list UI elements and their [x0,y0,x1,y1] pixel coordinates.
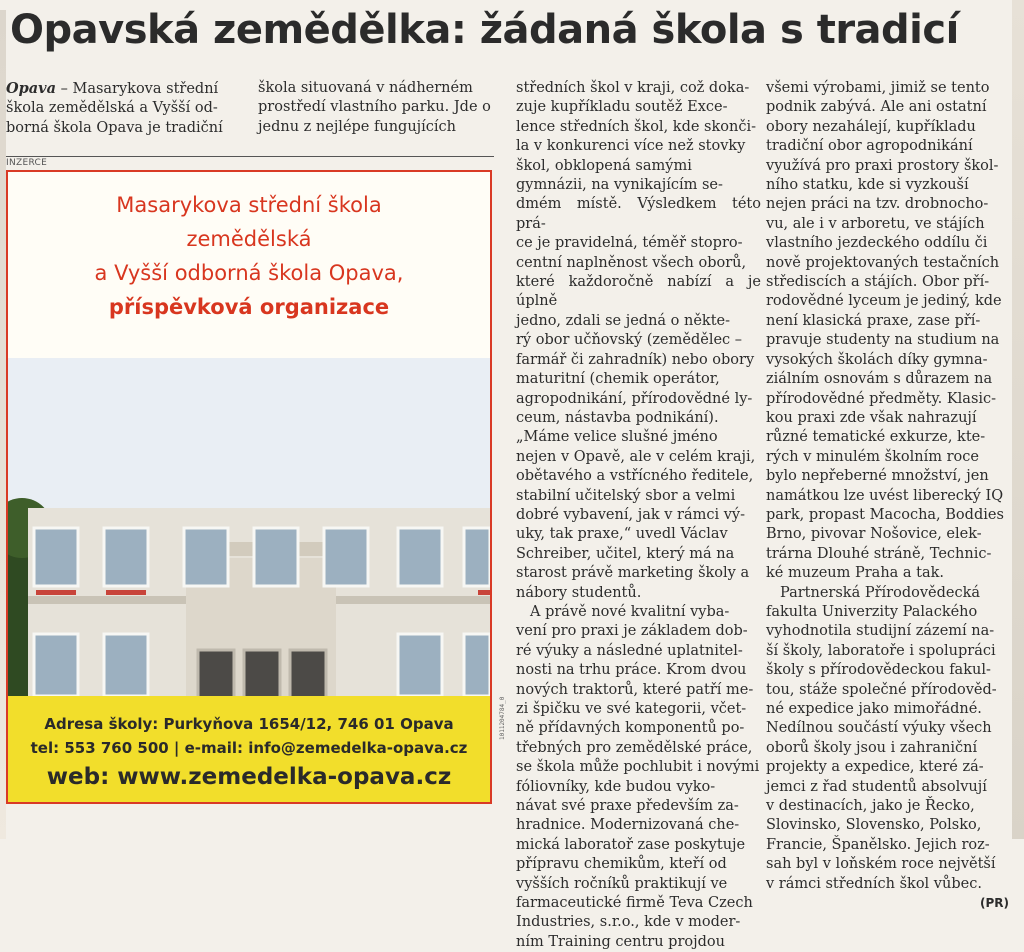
article-text-line: jemci z řad studentů absolvují [766,778,987,795]
article-text-line: gymnázii, na vynikajícím se- [516,177,723,194]
ad-title-line: příspěvková organizace [108,295,390,319]
article-column-4 [766,79,1009,913]
article-text-line: třebných pro zemědělské práce, [516,739,753,756]
article-text-line: prostředí vlastního parku. Jde o [258,99,491,116]
article-text-line: ního statku, kde si vyzkouší [766,177,969,194]
article-text-line: oborů školy jsou i zahraniční [766,739,978,756]
article-text-line: Francie, Španělsko. Jejich roz- [766,836,990,853]
article-text-line: využívá pro praxi prostory škol- [766,157,999,174]
ad-contact-band [8,696,490,802]
article-paragraph [766,584,1009,895]
article-text-line: bylo nepřeberné množství, jen [766,468,989,485]
article-text-line: fakulta Univerzity Palackého [766,603,978,620]
article-text-line: středních škol v kraji, což doka- [516,80,750,96]
article-text-line: né expedice jako mimořádné. [766,701,982,717]
article-text-line: Schreiber, učitel, který má na [516,545,735,562]
article-text-line: stabilní učitelský sbor a velmi [516,487,736,504]
article-column-1 [6,79,246,138]
article-text-line: návat své praxe především za- [516,798,739,815]
article-text-line: ší školy, laboratoře i spolupráci [766,642,996,659]
article-text-line: trárna Dlouhé stráně, Technic- [766,545,992,562]
article-text-line: „Máme velice slušné jméno [516,429,718,446]
article-text-line: maturitní (chemik operátor, [516,371,720,388]
article-text-line: škola zemědělská a Vyšší od- [6,100,218,117]
article-text-line: obory nezahálejí, kupříkladu [766,118,976,135]
school-website: web: www.zemedelka-opava.cz [46,764,452,790]
article-text-line: Industries, s.r.o., kde v moder- [516,914,741,931]
article-text-line: kou praxi zde však nahrazují [766,409,977,426]
article-text-line: podnik zabývá. Ale ani ostatní [766,99,987,116]
article-text-line: – Masarykova střední [60,81,219,97]
ad-label: INZERCE [6,158,48,168]
article-text-line: Brno, pivovar Nošovice, elek- [766,526,982,543]
article-text-line: střediscích a stájích. Obor pří- [766,274,990,291]
article-text-line: se škola může pochlubit i novými [516,759,760,776]
article-text-line: agropodnikání, přírodovědné ly- [516,390,753,407]
article-text-line: všemi výrobami, jimiž se tento [766,80,990,96]
article-text-line: škola situovaná v nádherném [258,80,473,96]
article-text-line: mická laboratoř zase poskytuje [516,836,746,853]
article-text-line: jednu z nejlépe fungujících [258,118,457,135]
article-text-line: pravuje studenty na studium na [766,332,1000,349]
article-text-line: ceum, nástavba podnikání). [516,409,719,426]
ad-title-line: a Vyšší odborná škola Opava, [94,261,404,285]
article-text-line: tou, stáže společné přírodověd- [766,681,997,698]
article-paragraph [516,603,761,952]
article-text-line: vlastního jezdeckého oddílu či [766,235,988,252]
article-text-line: vysokých školách díky gymna- [766,351,988,368]
article-text-line: v destinacích, jako je Řecko, [766,798,975,815]
article-text-line: Slovinsko, Slovensko, Polsko, [766,817,982,834]
ad-title-line: zemědělská [186,227,312,251]
article-text-line: ké muzeum Praha a tak. [766,565,945,582]
school-advertisement [6,170,492,804]
article-text-line: ním Training centru projdou [516,933,725,950]
article-text-line: nejen práci na tzv. drobnocho- [766,196,989,213]
article-text-line: vyhodnotila studijní zázemí na- [766,623,995,640]
article-text-line: uky, tak praxe,“ uvedl Václav [516,526,728,543]
article-text-line: zi špičku ve své kategorii, včet- [516,701,747,717]
article-text-line: dmém místě. Výsledkem této prá- [516,196,761,232]
article-text-line: centní naplněnost všech oborů, [516,254,747,271]
article-text-line: park, propast Macocha, Boddies [766,506,1004,523]
article-text-line: farmář či zahradník) nebo obory [516,351,755,368]
article-text-line: nosti na trhu práce. Krom dvou [516,662,747,679]
article-text-line: A právě nové kvalitní vyba- [530,603,730,620]
article-text-line: rodovědné lyceum je jediný, kde [766,293,1002,310]
article-text-line: není klasická praxe, zase pří- [766,312,981,329]
author-signature: (PR) [979,896,1009,911]
article-text-line: tradiční obor agropodnikání [766,138,973,155]
school-address: Adresa školy: Purkyňova 1654/12, 746 01 Opava [44,715,454,733]
article-text-line: obětavého a vstřícného ředitele, [516,468,754,485]
article-paragraph [516,79,761,603]
article-text-line: nábory studentů. [516,584,642,601]
article-text-line: ziálním osnovám s důrazem na [766,371,993,388]
section-divider [6,156,494,157]
article-text-line: vení pro praxi je základem dob- [516,623,748,640]
article-text-line: zuje kupříkladu soutěž Exce- [516,99,728,116]
article-text-line: la v konkurenci více než stovky [516,138,746,155]
article-text-line: farmaceutické firmě Teva Czech [516,895,753,912]
article-text-line: Nedílnou součástí výuky všech [766,720,992,737]
article-column-2 [258,79,499,137]
article-text-line: lence středních škol, kde skonči- [516,118,757,135]
article-text-line: dobré vybavení, jak v rámci vý- [516,506,746,523]
adjacent-page-edge-right [1012,0,1024,839]
article-text-line: rých v minulém školním roce [766,448,979,465]
article-text-line: v rámci středních škol vůbec. [766,875,982,892]
dateline-place: Opava [6,80,56,97]
article-text-line: vu, ale i v arboretu, ve stájích [766,215,985,232]
article-text-line: Partnerská Přírodovědecká [780,584,981,601]
ad-title [8,188,490,324]
article-text-line: vyšších ročníků praktikují ve [516,875,728,892]
article-text-line: ré výuky a následné uplatnitel- [516,642,743,659]
article-text-line: rý obor učňovský (zemědělec – [516,332,743,349]
article-text-line: nových traktorů, které patří me- [516,681,754,698]
article-text-line: hradnice. Modernizovaná che- [516,817,740,834]
article-text-line: které každoročně nabízí a je úplně [516,274,761,310]
school-contact: tel: 553 760 500 | e-mail: info@zemedelka-opava.cz [30,739,468,757]
article-text-line: škol, obklopená samými [516,157,692,174]
article-text-line: jedno, zdali se jedná o někte- [516,312,731,329]
ad-title-line: Masarykova střední škola [116,193,382,217]
article-text-line: různé tematické exkurze, kte- [766,429,986,446]
article-text-line: školy s přírodovědeckou fakul- [766,662,991,679]
article-text-line: nejen v Opavě, ale v celém kraji, [516,448,756,465]
headline: Opavská zemědělka: žádaná škola s tradicí [10,7,959,53]
article-column-3 [516,79,761,952]
article-text-line: projekty a expedice, které zá- [766,759,984,776]
article-text-line: sah byl v loňském roce největší [766,856,996,873]
ad-reference-code: 1011204784_0 [499,696,506,740]
article-text-line: borná škola Opava je tradiční [6,119,223,136]
article-text-line: přípravu chemikům, kteří od [516,856,727,873]
article-text-line: starost právě marketing školy a [516,565,750,582]
article-text-line: ně přídavných komponentů po- [516,720,745,737]
article-paragraph [766,79,1009,584]
article-text-line: ce je pravidelná, téměř stopro- [516,235,743,252]
article-text-line: namátkou lze uvést liberecký IQ [766,487,1004,504]
article-text-line: nově projektovaných testačních [766,254,1000,271]
article-text-line: přírodovědné předměty. Klasic- [766,390,997,407]
article-text-line: fóliovníky, kde budou vyko- [516,778,716,795]
